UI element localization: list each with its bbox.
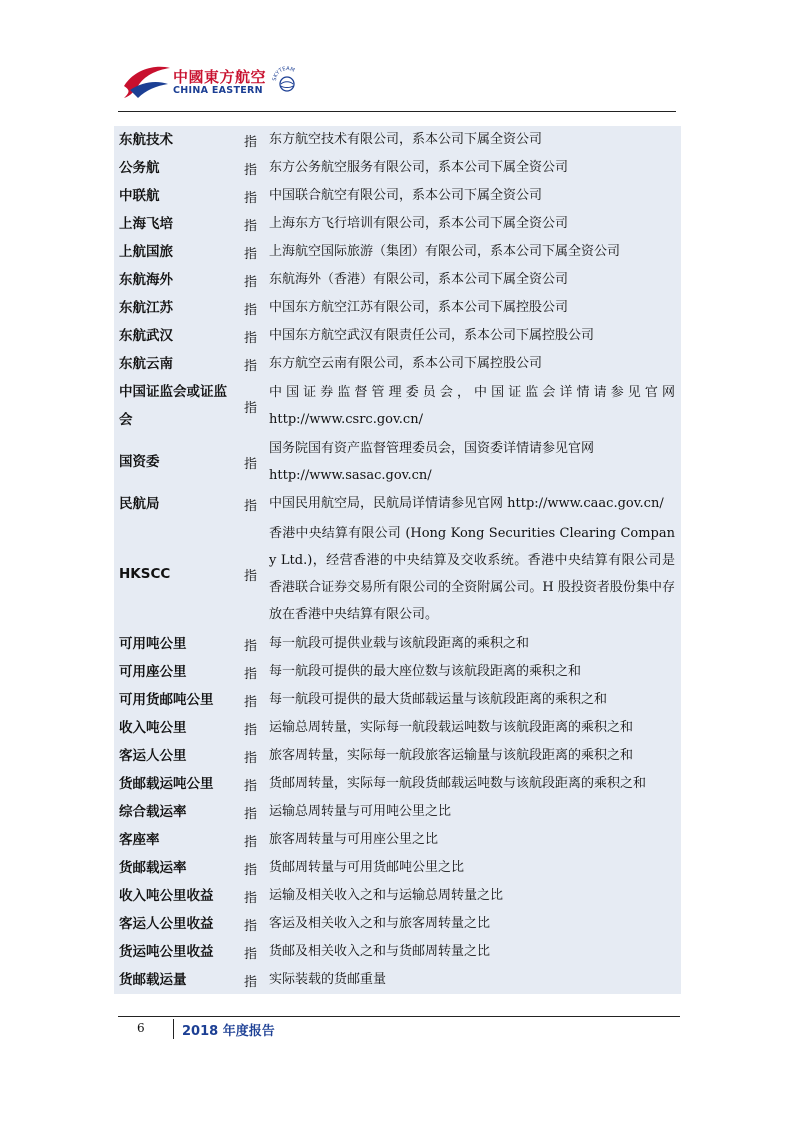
definition-cell: 每一航段可提供的最大货邮载运量与该航段距离的乘积之和 bbox=[269, 692, 608, 708]
logo-english-name: CHINA EASTERN bbox=[173, 85, 263, 96]
refers-to-cell: 指 bbox=[243, 190, 257, 206]
definition-cell: 旅客周转量，实际每一航段旅客运输量与该航段距离的乘积之和 bbox=[269, 748, 634, 764]
term-cell: 东航海外 bbox=[119, 272, 173, 288]
table-row bbox=[114, 798, 681, 826]
definition-cell: 中国联合航空有限公司，系本公司下属全资公司 bbox=[269, 188, 543, 204]
refers-to-cell: 指 bbox=[243, 918, 257, 934]
footer-divider bbox=[118, 1016, 680, 1017]
table-row bbox=[114, 490, 681, 518]
definition-cell: 运输总周转量，实际每一航段载运吨数与该航段距离的乘积之和 bbox=[269, 720, 634, 736]
refers-to-cell: 指 bbox=[243, 946, 257, 962]
definition-cell: 货邮周转量与可用货邮吨公里之比 bbox=[269, 860, 465, 876]
definitions-table bbox=[114, 126, 681, 994]
definition-cell: 运输总周转量与可用吨公里之比 bbox=[269, 804, 452, 820]
refers-to-cell: 指 bbox=[243, 722, 257, 738]
table-row bbox=[114, 910, 681, 938]
definition-cell: 中国东方航空武汉有限责任公司，系本公司下属控股公司 bbox=[269, 328, 595, 344]
definition-cell: 东方公务航空服务有限公司，系本公司下属全资公司 bbox=[269, 160, 569, 176]
refers-to-cell: 指 bbox=[243, 862, 257, 878]
refers-to-cell: 指 bbox=[243, 330, 257, 346]
definition-cell: 东方航空技术有限公司，系本公司下属全资公司 bbox=[269, 132, 543, 148]
term-cell: 客运人公里 bbox=[119, 748, 187, 764]
definition-url: http://www.csrc.gov.cn/ bbox=[269, 412, 423, 427]
definition-url: http://www.sasac.gov.cn/ bbox=[269, 468, 432, 483]
refers-to-cell: 指 bbox=[243, 400, 257, 416]
refers-to-cell: 指 bbox=[243, 274, 257, 290]
term-cell: 综合载运率 bbox=[119, 804, 187, 820]
skyteam-icon bbox=[272, 66, 302, 96]
table-row bbox=[114, 714, 681, 742]
refers-to-cell: 指 bbox=[243, 568, 257, 584]
refers-to-cell: 指 bbox=[243, 638, 257, 654]
refers-to-cell: 指 bbox=[243, 456, 257, 472]
term-cell: 国资委 bbox=[119, 454, 160, 470]
term-cell: 中国证监会或证监会 bbox=[119, 384, 227, 428]
report-title: 2018 年度报告 bbox=[182, 1024, 275, 1039]
term-cell: 公务航 bbox=[119, 160, 160, 176]
table-row bbox=[114, 630, 681, 658]
definition-cell: 东方航空云南有限公司，系本公司下属控股公司 bbox=[269, 356, 543, 372]
table-row bbox=[114, 350, 681, 378]
term-cell: 可用座公里 bbox=[119, 664, 187, 680]
table-row bbox=[114, 966, 681, 994]
refers-to-cell: 指 bbox=[243, 358, 257, 374]
header-divider bbox=[118, 111, 676, 112]
definition-cell: 实际装载的货邮重量 bbox=[269, 972, 387, 988]
definition-cell: 每一航段可提供的最大座位数与该航段距离的乘积之和 bbox=[269, 664, 582, 680]
table-row bbox=[114, 182, 681, 210]
definition-cell bbox=[265, 435, 681, 490]
term-cell: 客运人公里收益 bbox=[119, 916, 214, 932]
table-row bbox=[114, 686, 681, 714]
term-cell: 东航武汉 bbox=[119, 328, 173, 344]
refers-to-cell: 指 bbox=[243, 778, 257, 794]
table-row bbox=[114, 826, 681, 854]
skyteam-text: SKYTEAM bbox=[272, 66, 296, 82]
term-cell: 货邮载运率 bbox=[119, 860, 187, 876]
refers-to-cell: 指 bbox=[243, 498, 257, 514]
refers-to-cell: 指 bbox=[243, 218, 257, 234]
table-row bbox=[114, 658, 681, 686]
term-cell: 上航国旅 bbox=[119, 244, 173, 260]
page-number: 6 bbox=[137, 1021, 145, 1035]
definition-line: 中国证券监督管理委员会，中国证监会详情请参见官网 bbox=[269, 384, 675, 400]
table-row bbox=[114, 882, 681, 910]
term-cell: 东航技术 bbox=[119, 132, 173, 148]
table-row bbox=[114, 434, 681, 490]
refers-to-cell: 指 bbox=[243, 162, 257, 178]
definition-cell: 运输及相关收入之和与运输总周转量之比 bbox=[269, 888, 504, 904]
refers-to-cell: 指 bbox=[243, 302, 257, 318]
definition-cell: 香港中央结算有限公司 (Hong Kong Securities Clearing Company Ltd.)，经营香港的中央结算及交收系统。香港中央结算有限公司是香港联合证券交易所有限公司的全资附属公司。H 股投资者股份集中存放在香港中央结算有限公司。 bbox=[269, 526, 675, 622]
term-cell: 货邮载运量 bbox=[119, 972, 187, 988]
term-cell: 收入吨公里收益 bbox=[119, 888, 214, 904]
term-cell: HKSCC bbox=[119, 566, 171, 582]
term-cell: 东航江苏 bbox=[119, 300, 173, 316]
definition-cell: 中国民用航空局，民航局详情请参见官网 http://www.caac.gov.cn/ bbox=[269, 496, 664, 512]
table-row bbox=[114, 742, 681, 770]
term-cell: 可用吨公里 bbox=[119, 636, 187, 652]
term-cell: 民航局 bbox=[119, 496, 160, 512]
definition-cell: 客运及相关收入之和与旅客周转量之比 bbox=[269, 916, 491, 932]
term-cell: 客座率 bbox=[119, 832, 160, 848]
refers-to-cell: 指 bbox=[243, 666, 257, 682]
table-row bbox=[114, 770, 681, 798]
definition-cell: 中国东方航空江苏有限公司，系本公司下属控股公司 bbox=[269, 300, 569, 316]
table-row bbox=[114, 238, 681, 266]
term-cell: 东航云南 bbox=[119, 356, 173, 372]
term-cell: 收入吨公里 bbox=[119, 720, 187, 736]
table-row bbox=[114, 210, 681, 238]
term-cell: 货邮载运吨公里 bbox=[119, 776, 214, 792]
logo-chinese-name: 中國東方航空 bbox=[173, 68, 267, 86]
table-row bbox=[114, 938, 681, 966]
table-row bbox=[114, 378, 681, 434]
definition-cell: 每一航段可提供业载与该航段距离的乘积之和 bbox=[269, 636, 530, 652]
refers-to-cell: 指 bbox=[243, 974, 257, 990]
refers-to-cell: 指 bbox=[243, 246, 257, 262]
definition-cell bbox=[265, 379, 681, 434]
refers-to-cell: 指 bbox=[243, 834, 257, 850]
china-eastern-logo bbox=[120, 56, 310, 106]
footer-separator bbox=[173, 1019, 174, 1039]
table-row bbox=[114, 294, 681, 322]
table-row bbox=[114, 154, 681, 182]
definition-cell: 货邮周转量，实际每一航段货邮载运吨数与该航段距离的乘积之和 bbox=[269, 776, 647, 792]
table-row bbox=[114, 518, 681, 630]
term-cell: 上海飞培 bbox=[119, 216, 173, 232]
term-cell: 货运吨公里收益 bbox=[119, 944, 214, 960]
refers-to-cell: 指 bbox=[243, 694, 257, 710]
table-row bbox=[114, 266, 681, 294]
swallow-logo-icon bbox=[120, 56, 172, 106]
table-row bbox=[114, 126, 681, 154]
definition-line: 国务院国有资产监督管理委员会，国资委详情请参见官网 bbox=[269, 440, 595, 456]
table-row bbox=[114, 854, 681, 882]
definition-cell: 货邮及相关收入之和与货邮周转量之比 bbox=[269, 944, 491, 960]
definition-cell: 上海东方飞行培训有限公司，系本公司下属全资公司 bbox=[269, 216, 569, 232]
refers-to-cell: 指 bbox=[243, 806, 257, 822]
definition-cell: 东航海外（香港）有限公司，系本公司下属全资公司 bbox=[269, 272, 569, 288]
term-cell: 中联航 bbox=[119, 188, 160, 204]
table-row bbox=[114, 322, 681, 350]
definition-cell: 上海航空国际旅游（集团）有限公司，系本公司下属全资公司 bbox=[269, 244, 621, 260]
term-cell: 可用货邮吨公里 bbox=[119, 692, 214, 708]
definition-cell: 旅客周转量与可用座公里之比 bbox=[269, 832, 439, 848]
refers-to-cell: 指 bbox=[243, 134, 257, 150]
refers-to-cell: 指 bbox=[243, 890, 257, 906]
refers-to-cell: 指 bbox=[243, 750, 257, 766]
